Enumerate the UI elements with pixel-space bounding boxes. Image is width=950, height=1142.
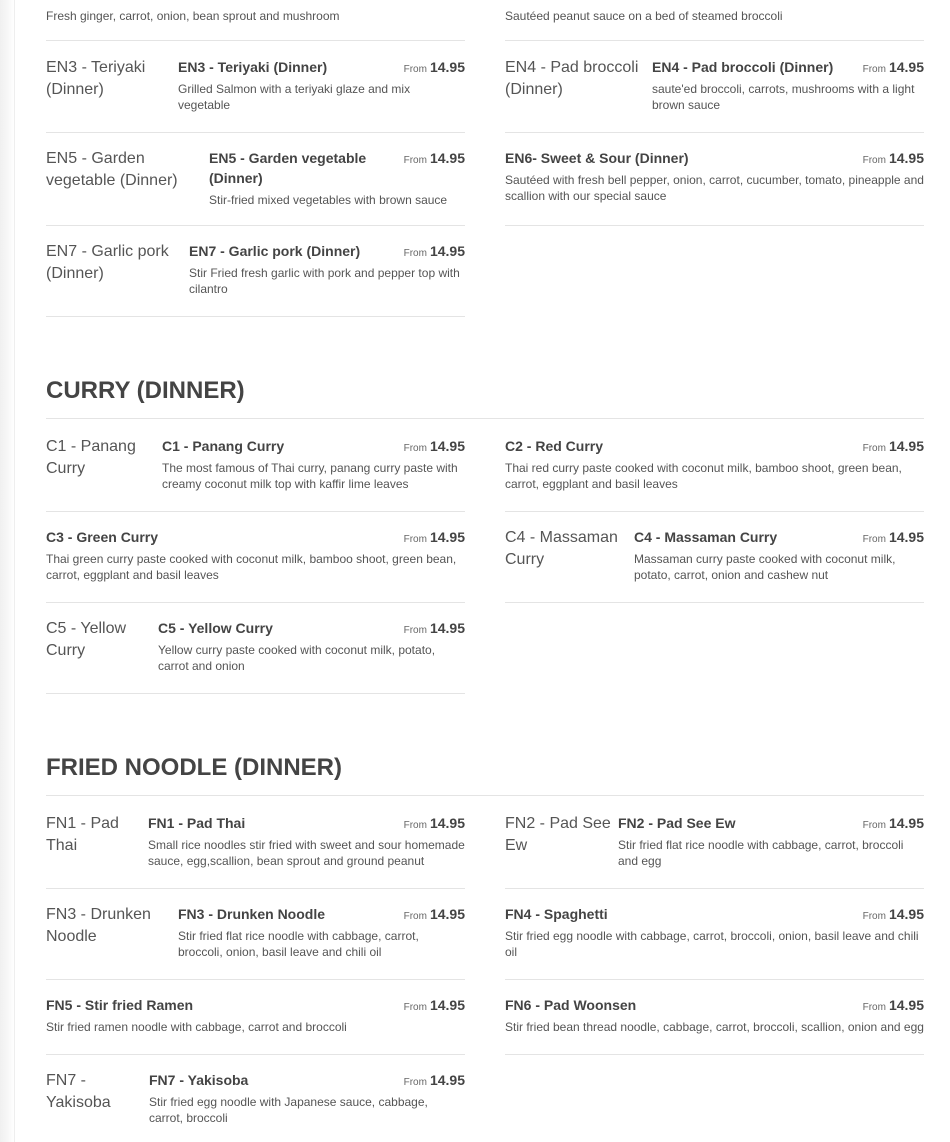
item-description: Small rice noodles stir fried with sweet and sour homemade sauce, egg,scallion, bean sprout and ground peanut — [148, 838, 465, 868]
section-divider — [46, 795, 924, 796]
item-price — [404, 148, 465, 171]
menu-item-en7[interactable] — [46, 241, 465, 317]
item-price — [863, 57, 924, 80]
price-amount: 14.95 — [888, 906, 924, 922]
item-price — [404, 618, 465, 641]
item-info — [178, 57, 465, 113]
price-from-label: From — [862, 820, 886, 831]
menu-item-fn6[interactable] — [505, 995, 924, 1055]
menu-row — [46, 1070, 924, 1142]
item-name[interactable]: EN3 - Teriyaki (Dinner) — [178, 59, 328, 75]
price-from-label: From — [862, 155, 886, 166]
item-info — [158, 618, 465, 674]
item-price — [863, 813, 924, 836]
item-description: Stir fried egg noodle with Japanese sauce, cabbage, carrot, broccoli — [149, 1095, 428, 1125]
price-amount: 14.95 — [888, 438, 924, 454]
price-amount: 14.95 — [429, 529, 465, 545]
item-image[interactable]: FN7 - Yakisoba — [46, 1072, 111, 1111]
menu-row — [46, 813, 924, 889]
item-description: Stir-fried mixed vegetables with brown sauce — [209, 193, 448, 207]
item-price — [404, 436, 465, 459]
item-info — [149, 1070, 465, 1126]
menu-item-fn5[interactable] — [46, 995, 465, 1055]
section-title-fried-noodle: FRIED NOODLE (DINNER) — [46, 754, 342, 781]
menu-item-c4[interactable] — [505, 527, 924, 603]
item-name[interactable]: C2 - Red Curry — [505, 438, 604, 454]
item-image[interactable]: EN4 - Pad broccoli (Dinner) — [505, 59, 639, 98]
price-from-label: From — [403, 443, 427, 454]
item-name[interactable]: FN7 - Yakisoba — [149, 1072, 249, 1088]
price-amount: 14.95 — [888, 150, 924, 166]
item-price — [404, 813, 465, 836]
item-price — [404, 241, 465, 264]
item-image[interactable]: EN5 - Garden vegetable (Dinner) — [46, 150, 178, 189]
price-from-label: From — [403, 64, 427, 75]
item-info — [505, 436, 924, 492]
item-image[interactable]: EN7 - Garlic pork (Dinner) — [46, 243, 169, 282]
menu-item-en5[interactable] — [46, 148, 465, 226]
item-image[interactable]: C5 - Yellow Curry — [46, 620, 127, 659]
price-from-label: From — [862, 1002, 886, 1013]
item-info — [652, 57, 924, 113]
price-from-label: From — [403, 248, 427, 259]
item-name[interactable]: EN7 - Garlic pork (Dinner) — [189, 243, 361, 259]
item-info — [209, 148, 465, 208]
menu-row — [46, 995, 924, 1055]
price-from-label: From — [862, 534, 886, 545]
price-from-label: From — [862, 64, 886, 75]
item-info — [505, 148, 924, 204]
menu-item-c1[interactable] — [46, 436, 465, 512]
menu-item-fn7[interactable] — [46, 1070, 465, 1142]
item-description: The most famous of Thai curry, panang curry paste with creamy coconut milk top with kaffir lime leaves — [162, 461, 458, 491]
item-name[interactable]: EN4 - Pad broccoli (Dinner) — [652, 59, 834, 75]
price-amount: 14.95 — [429, 815, 465, 831]
item-image[interactable]: EN3 - Teriyaki (Dinner) — [46, 59, 146, 98]
item-name[interactable]: FN3 - Drunken Noodle — [178, 906, 326, 922]
price-amount: 14.95 — [429, 997, 465, 1013]
menu-row — [46, 57, 924, 133]
item-price — [404, 904, 465, 927]
menu-item-fn3[interactable] — [46, 904, 465, 980]
item-name[interactable]: FN1 - Pad Thai — [148, 815, 246, 831]
price-from-label: From — [862, 911, 886, 922]
item-info — [618, 813, 924, 869]
price-from-label: From — [403, 911, 427, 922]
item-price — [404, 57, 465, 80]
item-description: Stir Fried fresh garlic with pork and pepper top with cilantro — [189, 266, 460, 296]
item-description: Grilled Salmon with a teriyaki glaze and mix vegetable — [178, 82, 411, 112]
item-info — [178, 904, 465, 960]
item-divider — [46, 40, 465, 41]
item-divider — [505, 40, 924, 41]
price-amount: 14.95 — [888, 997, 924, 1013]
price-from-label: From — [403, 1002, 427, 1013]
price-amount: 14.95 — [888, 59, 924, 75]
menu-item-fn1[interactable] — [46, 813, 465, 889]
item-name[interactable]: FN6 - Pad Woonsen — [505, 997, 637, 1013]
price-amount: 14.95 — [429, 150, 465, 166]
item-description: Stir fried flat rice noodle with cabbage, carrot, broccoli, onion, basil leave and chili oil — [178, 929, 419, 959]
item-price — [863, 148, 924, 171]
item-name[interactable]: FN4 - Spaghetti — [505, 906, 608, 922]
price-amount: 14.95 — [888, 529, 924, 545]
price-from-label: From — [403, 1077, 427, 1088]
menu-item-c2[interactable] — [505, 436, 924, 512]
item-description: Yellow curry paste cooked with coconut milk, potato, carrot and onion — [158, 643, 436, 673]
menu-row — [46, 241, 924, 317]
item-price — [404, 1070, 465, 1093]
item-price — [404, 995, 465, 1018]
item-info — [46, 527, 465, 583]
item-description: Stir fried ramen noodle with cabbage, carrot and broccoli — [46, 1020, 347, 1034]
item-info — [46, 995, 465, 1035]
section-divider — [46, 418, 924, 419]
item-price — [863, 527, 924, 550]
price-amount: 14.95 — [429, 243, 465, 259]
item-image[interactable]: C4 - Massaman Curry — [505, 529, 618, 568]
price-amount: 14.95 — [429, 438, 465, 454]
item-image[interactable]: FN1 - Pad Thai — [46, 815, 119, 854]
menu-row — [46, 527, 924, 603]
page-left-edge — [0, 0, 15, 1142]
item-info — [505, 904, 924, 960]
item-name[interactable]: FN5 - Stir fried Ramen — [46, 997, 194, 1013]
price-amount: 14.95 — [888, 815, 924, 831]
menu-item-fn4[interactable] — [505, 904, 924, 980]
menu-row — [46, 436, 924, 512]
item-name[interactable]: C4 - Massaman Curry — [634, 529, 778, 545]
price-from-label: From — [403, 534, 427, 545]
price-amount: 14.95 — [429, 1072, 465, 1088]
item-price — [863, 995, 924, 1018]
item-description: Stir fried bean thread noodle, cabbage, carrot, broccoli, scallion, onion and egg — [505, 1020, 924, 1034]
item-name[interactable]: C1 - Panang Curry — [162, 438, 285, 454]
item-price — [863, 904, 924, 927]
item-info — [189, 241, 465, 297]
menu-row — [46, 904, 924, 980]
item-description: Massaman curry paste cooked with coconut milk, potato, carrot, onion and cashew nut — [634, 552, 896, 582]
menu-item-en6[interactable] — [505, 148, 924, 226]
menu-item-c5[interactable] — [46, 618, 465, 694]
item-description: Stir fried flat rice noodle with cabbage, carrot, broccoli and egg — [618, 838, 904, 868]
item-description: saute'ed broccoli, carrots, mushrooms with a light brown sauce — [652, 82, 915, 112]
item-name[interactable]: EN6- Sweet & Sour (Dinner) — [505, 150, 689, 166]
item-image[interactable]: FN2 - Pad See Ew — [505, 815, 611, 854]
item-description: Sautéed with fresh bell pepper, onion, carrot, cucumber, tomato, pineapple and scallion with our special sauce — [505, 173, 924, 203]
item-name[interactable]: C3 - Green Curry — [46, 529, 159, 545]
prev-section-tail — [46, 8, 924, 24]
price-from-label: From — [403, 155, 427, 166]
item-name[interactable]: C5 - Yellow Curry — [158, 620, 273, 636]
item-info — [162, 436, 465, 492]
item-price — [404, 527, 465, 550]
item-info — [634, 527, 924, 583]
price-from-label: From — [862, 443, 886, 454]
item-image[interactable]: FN3 - Drunken Noodle — [46, 906, 151, 945]
item-name[interactable]: EN5 - Garden vegetable (Dinner) — [209, 150, 367, 186]
item-price — [863, 436, 924, 459]
price-amount: 14.95 — [429, 620, 465, 636]
item-info — [148, 813, 465, 869]
price-amount: 14.95 — [429, 59, 465, 75]
menu-row — [46, 148, 924, 226]
menu-item-en3[interactable] — [46, 57, 465, 133]
menu-item-en4[interactable] — [505, 57, 924, 133]
item-info — [505, 995, 924, 1035]
item-description: Stir fried egg noodle with cabbage, carrot, broccoli, onion, basil leave and chili oil — [505, 929, 919, 959]
menu-item-fn2[interactable] — [505, 813, 924, 889]
item-image[interactable]: C1 - Panang Curry — [46, 438, 136, 477]
item-description: Fresh ginger, carrot, onion, bean sprout and mushroom — [46, 9, 340, 23]
item-description: Thai green curry paste cooked with coconut milk, bamboo shoot, green bean, carrot, eggplant and basil leaves — [46, 552, 457, 582]
item-description: Thai red curry paste cooked with coconut milk, bamboo shoot, green bean, carrot, eggplant and basil leaves — [505, 461, 902, 491]
menu-row — [46, 618, 924, 694]
menu-item-c3[interactable] — [46, 527, 465, 603]
section-title-curry: CURRY (DINNER) — [46, 377, 245, 404]
item-name[interactable]: FN2 - Pad See Ew — [618, 815, 736, 831]
price-amount: 14.95 — [429, 906, 465, 922]
item-description: Sautéed peanut sauce on a bed of steamed broccoli — [505, 9, 783, 23]
price-from-label: From — [403, 820, 427, 831]
price-from-label: From — [403, 625, 427, 636]
